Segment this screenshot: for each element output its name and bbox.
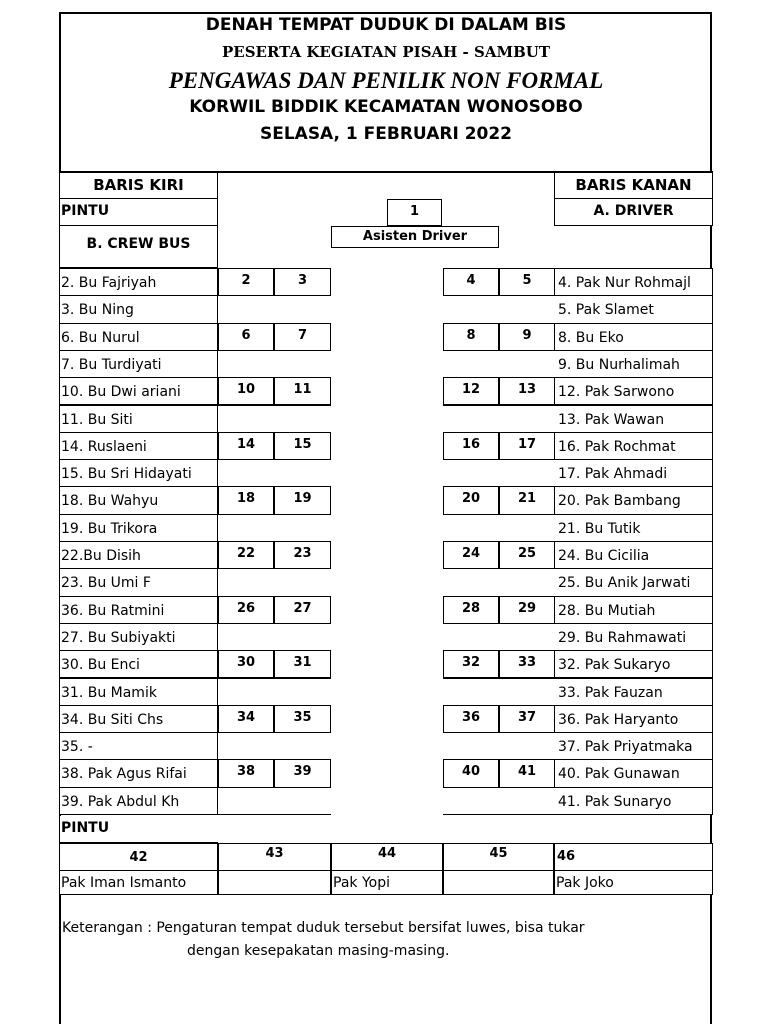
passenger-name: 16. Pak Rochmat xyxy=(558,438,676,455)
left-name-cell xyxy=(59,459,218,487)
driver-cell xyxy=(554,199,713,226)
title-line-1: DENAH TEMPAT DUDUK DI DALAM BIS xyxy=(205,15,567,35)
right-name-cell xyxy=(554,514,713,542)
seat-number: 31 xyxy=(274,650,331,678)
left-name-cell xyxy=(59,732,218,760)
empty-row-cell xyxy=(443,405,555,433)
passenger-name: 13. Pak Wawan xyxy=(558,411,665,428)
seat-number: 17 xyxy=(499,432,555,460)
right-name-cell xyxy=(554,432,713,460)
passenger-name: 24. Bu Cicilia xyxy=(558,548,650,564)
assistant-driver-cell xyxy=(331,226,499,248)
right-name-cell xyxy=(554,623,713,651)
seat-number: 41 xyxy=(499,759,555,787)
empty-row-cell xyxy=(443,678,555,706)
passenger-name: 34. Bu Siti Chs xyxy=(61,711,164,728)
empty-row-cell xyxy=(218,459,331,487)
seat-number: 29 xyxy=(499,596,555,624)
passenger-name: 29. Bu Rahmawati xyxy=(558,629,687,646)
rear-door-label: PINTU xyxy=(61,820,110,836)
title-line-3: PENGAWAS DAN PENILIK NON FORMAL xyxy=(168,68,604,93)
front-door-label: PINTU xyxy=(61,203,110,219)
seat-number: 10 xyxy=(218,377,274,405)
seat-number: 37 xyxy=(499,705,555,733)
driver-label: A. DRIVER xyxy=(593,203,674,219)
empty-row-cell xyxy=(218,787,331,815)
right-name-cell xyxy=(554,568,713,596)
passenger-name: 15. Bu Sri Hidayati xyxy=(61,466,192,483)
left-name-cell xyxy=(59,486,218,514)
passenger-name: 8. Bu Eko xyxy=(558,329,624,346)
passenger-name: 27. Bu Subiyakti xyxy=(61,629,176,646)
passenger-name: 37. Pak Priyatmaka xyxy=(558,739,693,756)
right-row-title: BARIS KANAN xyxy=(575,176,692,194)
seat-number: 11 xyxy=(274,377,331,405)
left-name-cell xyxy=(59,568,218,596)
seat-number: 12 xyxy=(443,377,499,405)
rear-seat-name-cell xyxy=(59,870,218,895)
passenger-name: 7. Bu Turdiyati xyxy=(61,356,162,373)
empty-row-cell xyxy=(443,787,555,815)
seat-1: 1 xyxy=(387,199,442,226)
assistant-driver-label: Asisten Driver xyxy=(362,229,468,244)
right-name-cell xyxy=(554,541,713,569)
seat-number: 20 xyxy=(443,486,499,514)
passenger-name: 5. Pak Slamet xyxy=(558,302,654,319)
empty-row-cell xyxy=(218,350,331,378)
rear-seat-number-cell xyxy=(59,843,218,871)
right-name-cell xyxy=(554,705,713,733)
left-name-cell xyxy=(59,678,218,706)
passenger-name: Pak Iman Ismanto xyxy=(61,875,187,891)
seat-number: 34 xyxy=(218,705,274,733)
seat-number: 40 xyxy=(443,759,499,787)
left-name-cell xyxy=(59,514,218,542)
passenger-name: 35. - xyxy=(61,739,93,756)
left-row-title: BARIS KIRI xyxy=(93,176,184,194)
seat-number: 5 xyxy=(499,268,555,296)
seat-number: 2 xyxy=(218,268,274,296)
seat-number: 30 xyxy=(218,650,274,678)
seat-number: 15 xyxy=(274,432,331,460)
passenger-name: 23. Bu Umi F xyxy=(61,575,151,592)
rear-seat-name-cell xyxy=(443,870,554,895)
rear-seat-number: 46 xyxy=(557,849,576,864)
seat-number: 6 xyxy=(218,323,274,351)
left-name-cell xyxy=(59,377,218,405)
rear-seat-number: 43 xyxy=(265,846,284,861)
passenger-name: 30. Bu Enci xyxy=(61,657,140,674)
seat-number: 3 xyxy=(274,268,331,296)
left-name-cell xyxy=(59,405,218,433)
left-name-cell xyxy=(59,705,218,733)
rear-seat-name-cell xyxy=(218,870,331,895)
passenger-name: 33. Pak Fauzan xyxy=(558,684,663,701)
passenger-name: 18. Bu Wahyu xyxy=(61,493,159,510)
passenger-name: 32. Pak Sukaryo xyxy=(558,657,671,674)
seat-number: 7 xyxy=(274,323,331,351)
passenger-name: 39. Pak Abdul Kh xyxy=(61,793,180,810)
seat-number: 24 xyxy=(443,541,499,569)
seat-number: 35 xyxy=(274,705,331,733)
passenger-name: 4. Pak Nur Rohmajl xyxy=(558,275,691,291)
seat-number: 39 xyxy=(274,759,331,787)
passenger-name: 3. Bu Ning xyxy=(61,302,134,319)
passenger-name: 2. Bu Fajriyah xyxy=(61,275,157,291)
passenger-name: 31. Bu Mamik xyxy=(61,684,157,701)
passenger-name: 22.Bu Disih xyxy=(61,548,141,564)
left-name-cell xyxy=(59,541,218,569)
empty-row-cell xyxy=(218,514,331,542)
right-name-cell xyxy=(554,377,713,405)
passenger-name: 10. Bu Dwi ariani xyxy=(61,384,181,401)
passenger-name: 21. Bu Tutik xyxy=(558,520,641,537)
passenger-name: 11. Bu Siti xyxy=(61,411,133,428)
passenger-name: 12. Pak Sarwono xyxy=(558,384,675,401)
empty-row-cell xyxy=(218,405,331,433)
seat-number: 14 xyxy=(218,432,274,460)
seat-number: 25 xyxy=(499,541,555,569)
seat-number: 4 xyxy=(443,268,499,296)
passenger-name: 40. Pak Gunawan xyxy=(558,766,680,783)
left-name-cell xyxy=(59,323,218,351)
seat-number: 38 xyxy=(218,759,274,787)
seat-number: 36 xyxy=(443,705,499,733)
empty-row-cell xyxy=(443,350,555,378)
left-name-cell xyxy=(59,268,218,296)
passenger-name: 20. Pak Bambang xyxy=(558,493,681,510)
rear-door-cell xyxy=(59,816,218,843)
passenger-name: 14. Ruslaeni xyxy=(61,438,147,455)
left-name-cell xyxy=(59,650,218,678)
right-name-cell xyxy=(554,486,713,514)
passenger-name: 36. Pak Haryanto xyxy=(558,711,679,728)
rear-seat-name-cell xyxy=(554,870,713,895)
empty-row-cell xyxy=(218,678,331,706)
passenger-name: 9. Bu Nurhalimah xyxy=(558,356,680,373)
passenger-name: 36. Bu Ratmini xyxy=(61,602,165,619)
passenger-name: 41. Pak Sunaryo xyxy=(558,793,672,810)
passenger-name: Pak Joko xyxy=(556,875,614,891)
seat-number: 27 xyxy=(274,596,331,624)
seat-number: 28 xyxy=(443,596,499,624)
empty-row-cell xyxy=(443,732,555,760)
empty-row-cell xyxy=(443,623,555,651)
empty-row-cell xyxy=(443,295,555,323)
right-name-cell xyxy=(554,295,713,323)
empty-row-cell xyxy=(443,459,555,487)
title-line-2: PESERTA KEGIATAN PISAH - SAMBUT xyxy=(221,43,550,61)
seat-number: 22 xyxy=(218,541,274,569)
seat-number: 33 xyxy=(499,650,555,678)
right-name-cell xyxy=(554,323,713,351)
crew-bus-label: B. CREW BUS xyxy=(86,236,191,252)
left-name-cell xyxy=(59,596,218,624)
left-name-cell xyxy=(59,623,218,651)
title-line-5: SELASA, 1 FEBRUARI 2022 xyxy=(259,124,513,144)
rear-seat-name-cell xyxy=(331,870,443,895)
empty-row-cell xyxy=(218,568,331,596)
left-name-cell xyxy=(59,432,218,460)
passenger-name: 25. Bu Anik Jarwati xyxy=(558,575,691,592)
right-name-cell xyxy=(554,405,713,433)
front-door-cell xyxy=(59,199,218,226)
right-name-cell xyxy=(554,596,713,624)
seat-number: 8 xyxy=(443,323,499,351)
left-name-cell xyxy=(59,787,218,815)
left-name-cell xyxy=(59,350,218,378)
seat-number: 16 xyxy=(443,432,499,460)
left-row-header xyxy=(59,172,218,199)
note-line-2: dengan kesepakatan masing-masing. xyxy=(187,943,450,959)
seat-number: 9 xyxy=(499,323,555,351)
right-name-cell xyxy=(554,759,713,787)
right-name-cell xyxy=(554,459,713,487)
rear-seat-number-cell xyxy=(331,843,443,871)
seat-number: 26 xyxy=(218,596,274,624)
empty-row-cell xyxy=(218,623,331,651)
right-row-header xyxy=(554,172,713,199)
passenger-name: 17. Pak Ahmadi xyxy=(558,466,668,483)
rear-seat-number-cell xyxy=(443,843,554,871)
empty-row-cell xyxy=(443,568,555,596)
rear-seat-number: 44 xyxy=(377,846,397,861)
right-name-cell xyxy=(554,268,713,296)
passenger-name: Pak Yopi xyxy=(333,875,390,891)
passenger-name: 6. Bu Nurul xyxy=(61,329,140,346)
seat-number: 18 xyxy=(218,486,274,514)
right-name-cell xyxy=(554,678,713,706)
empty-row-cell xyxy=(443,514,555,542)
rear-seat-number-cell xyxy=(218,843,331,871)
left-name-cell xyxy=(59,295,218,323)
seat-number: 32 xyxy=(443,650,499,678)
rear-seat-number: 42 xyxy=(129,850,148,865)
seat-number: 19 xyxy=(274,486,331,514)
title-line-4: KORWIL BIDDIK KECAMATAN WONOSOBO xyxy=(189,97,583,117)
seat-number: 23 xyxy=(274,541,331,569)
passenger-name: 19. Bu Trikora xyxy=(61,520,158,537)
right-name-cell xyxy=(554,650,713,678)
passenger-name: 28. Bu Mutiah xyxy=(558,602,656,619)
right-name-cell xyxy=(554,787,713,815)
rear-seat-number-cell xyxy=(554,843,713,871)
crew-bus-cell xyxy=(59,226,218,268)
empty-row-cell xyxy=(218,295,331,323)
passenger-name: 38. Pak Agus Rifai xyxy=(61,766,187,783)
note-line-1: Keterangan : Pengaturan tempat duduk tersebut bersifat luwes, bisa tukar xyxy=(62,920,585,936)
empty-row-cell xyxy=(218,732,331,760)
right-name-cell xyxy=(554,350,713,378)
seat-number: 21 xyxy=(499,486,555,514)
right-name-cell xyxy=(554,732,713,760)
seat-number: 13 xyxy=(499,377,555,405)
rear-seat-number: 45 xyxy=(489,846,508,861)
left-name-cell xyxy=(59,759,218,787)
